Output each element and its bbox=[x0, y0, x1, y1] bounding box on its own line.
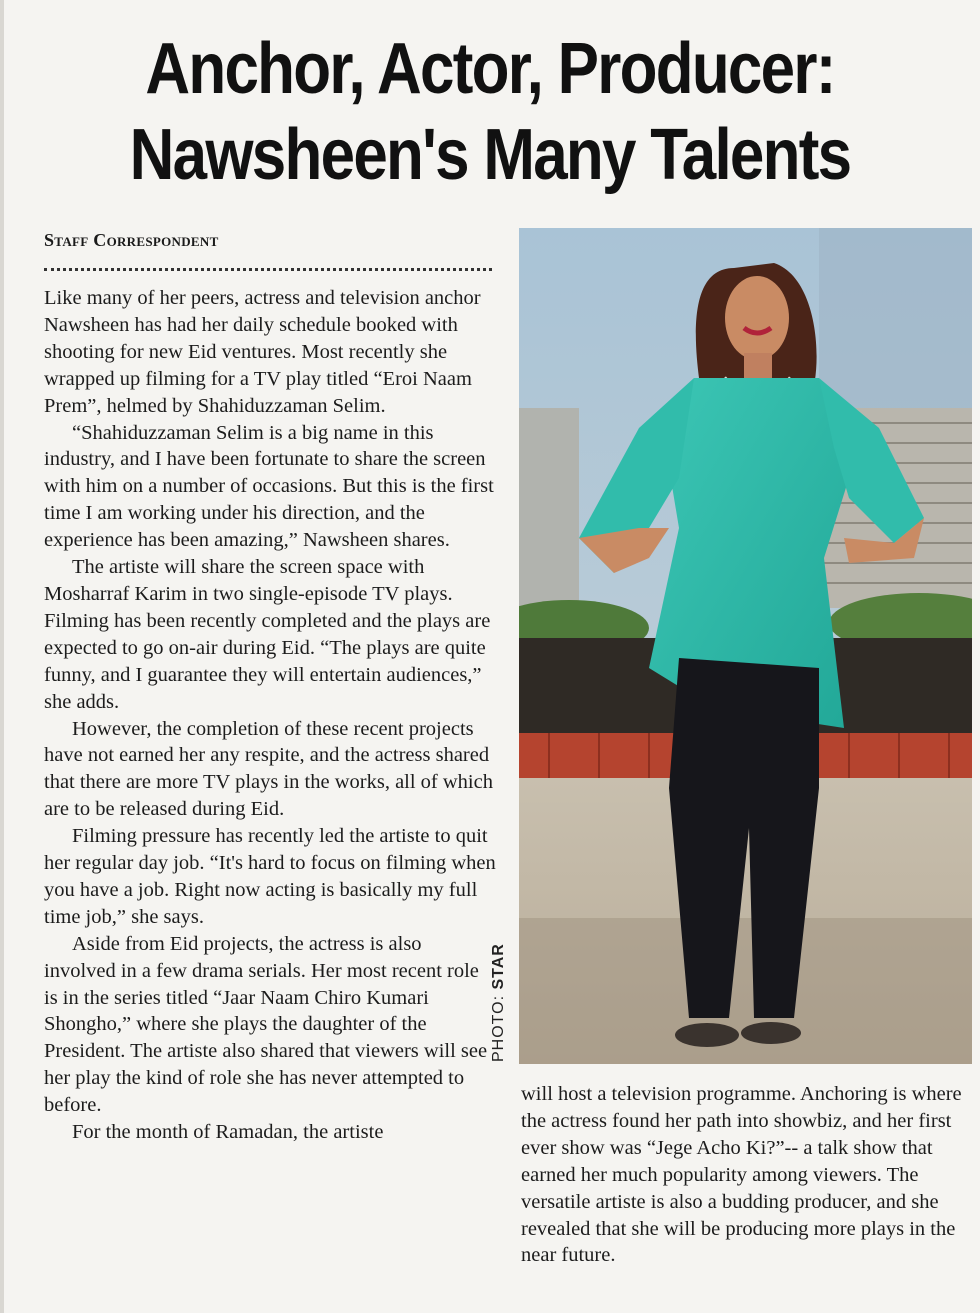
paragraph-4: However, the completion of these recent projects have not earned her any respite, and the actress shared that there are more TV plays in the works, all of which are to be released during Eid. bbox=[44, 717, 493, 821]
byline-divider bbox=[44, 268, 492, 271]
paragraph-2: “Shahiduzzaman Selim is a big name in this industry, and I have been fortunate to share the screen with him on a number of occasions. But this is the first time I am working under his direction, and the experience has been amazing,” Nawsheen shares. bbox=[44, 421, 494, 552]
paragraph-7: For the month of Ramadan, the artiste bbox=[72, 1121, 384, 1144]
photo-credit bbox=[490, 943, 510, 1062]
byline: Staff Correspondent bbox=[44, 230, 219, 250]
paragraph-8: will host a television programme. Anchoring is where the actress found her path into showbiz, and her first ever show was “Jege Acho Ki?”-- a talk show that earned her much popularity among viewers. The versatile artiste is also a budding producer, and she revealed that she will be producing more plays in the near future. bbox=[521, 1083, 962, 1267]
photo-credit-source: STAR bbox=[490, 943, 507, 990]
paragraph-6: Aside from Eid projects, the actress is also involved in a few drama serials. Her most recent role is in the series titled “Jaar Naam Chiro Kumari Shongho,” where she plays the daughter of the President. The artiste also shared that viewers will see her play the kind of role she has never attempted to before. bbox=[44, 932, 488, 1117]
photo-credit-prefix: PHOTO: bbox=[490, 994, 507, 1062]
article-column-right bbox=[521, 1081, 973, 1269]
article-column-left bbox=[44, 285, 496, 1146]
paragraph-5: Filming pressure has recently led the artiste to quit her regular day job. “It's hard to focus on filming when you have a job. Right now acting is basically my full time job,” she says. bbox=[44, 825, 496, 928]
paragraph-1: Like many of her peers, actress and television anchor Nawsheen has had her daily schedule booked with shooting for new Eid ventures. Most recently she wrapped up filming for a TV play titled “Eroi Naam Prem”, helmed by Shahiduzzaman Selim. bbox=[44, 287, 481, 417]
page-edge bbox=[0, 0, 4, 1313]
headline bbox=[94, 26, 885, 198]
headline-line-2: Nawsheen's Many Talents bbox=[129, 115, 851, 195]
headline-line-1: Anchor, Actor, Producer: bbox=[145, 29, 835, 109]
paragraph-3: The artiste will share the screen space with Mosharraf Karim in two single-episode TV plays. Filming has been recently completed and the plays are expected to go on-air during Eid. “The plays are quite funny, and I guarantee they will entertain audiences,” she adds. bbox=[44, 556, 491, 713]
article-photo bbox=[519, 228, 972, 1064]
